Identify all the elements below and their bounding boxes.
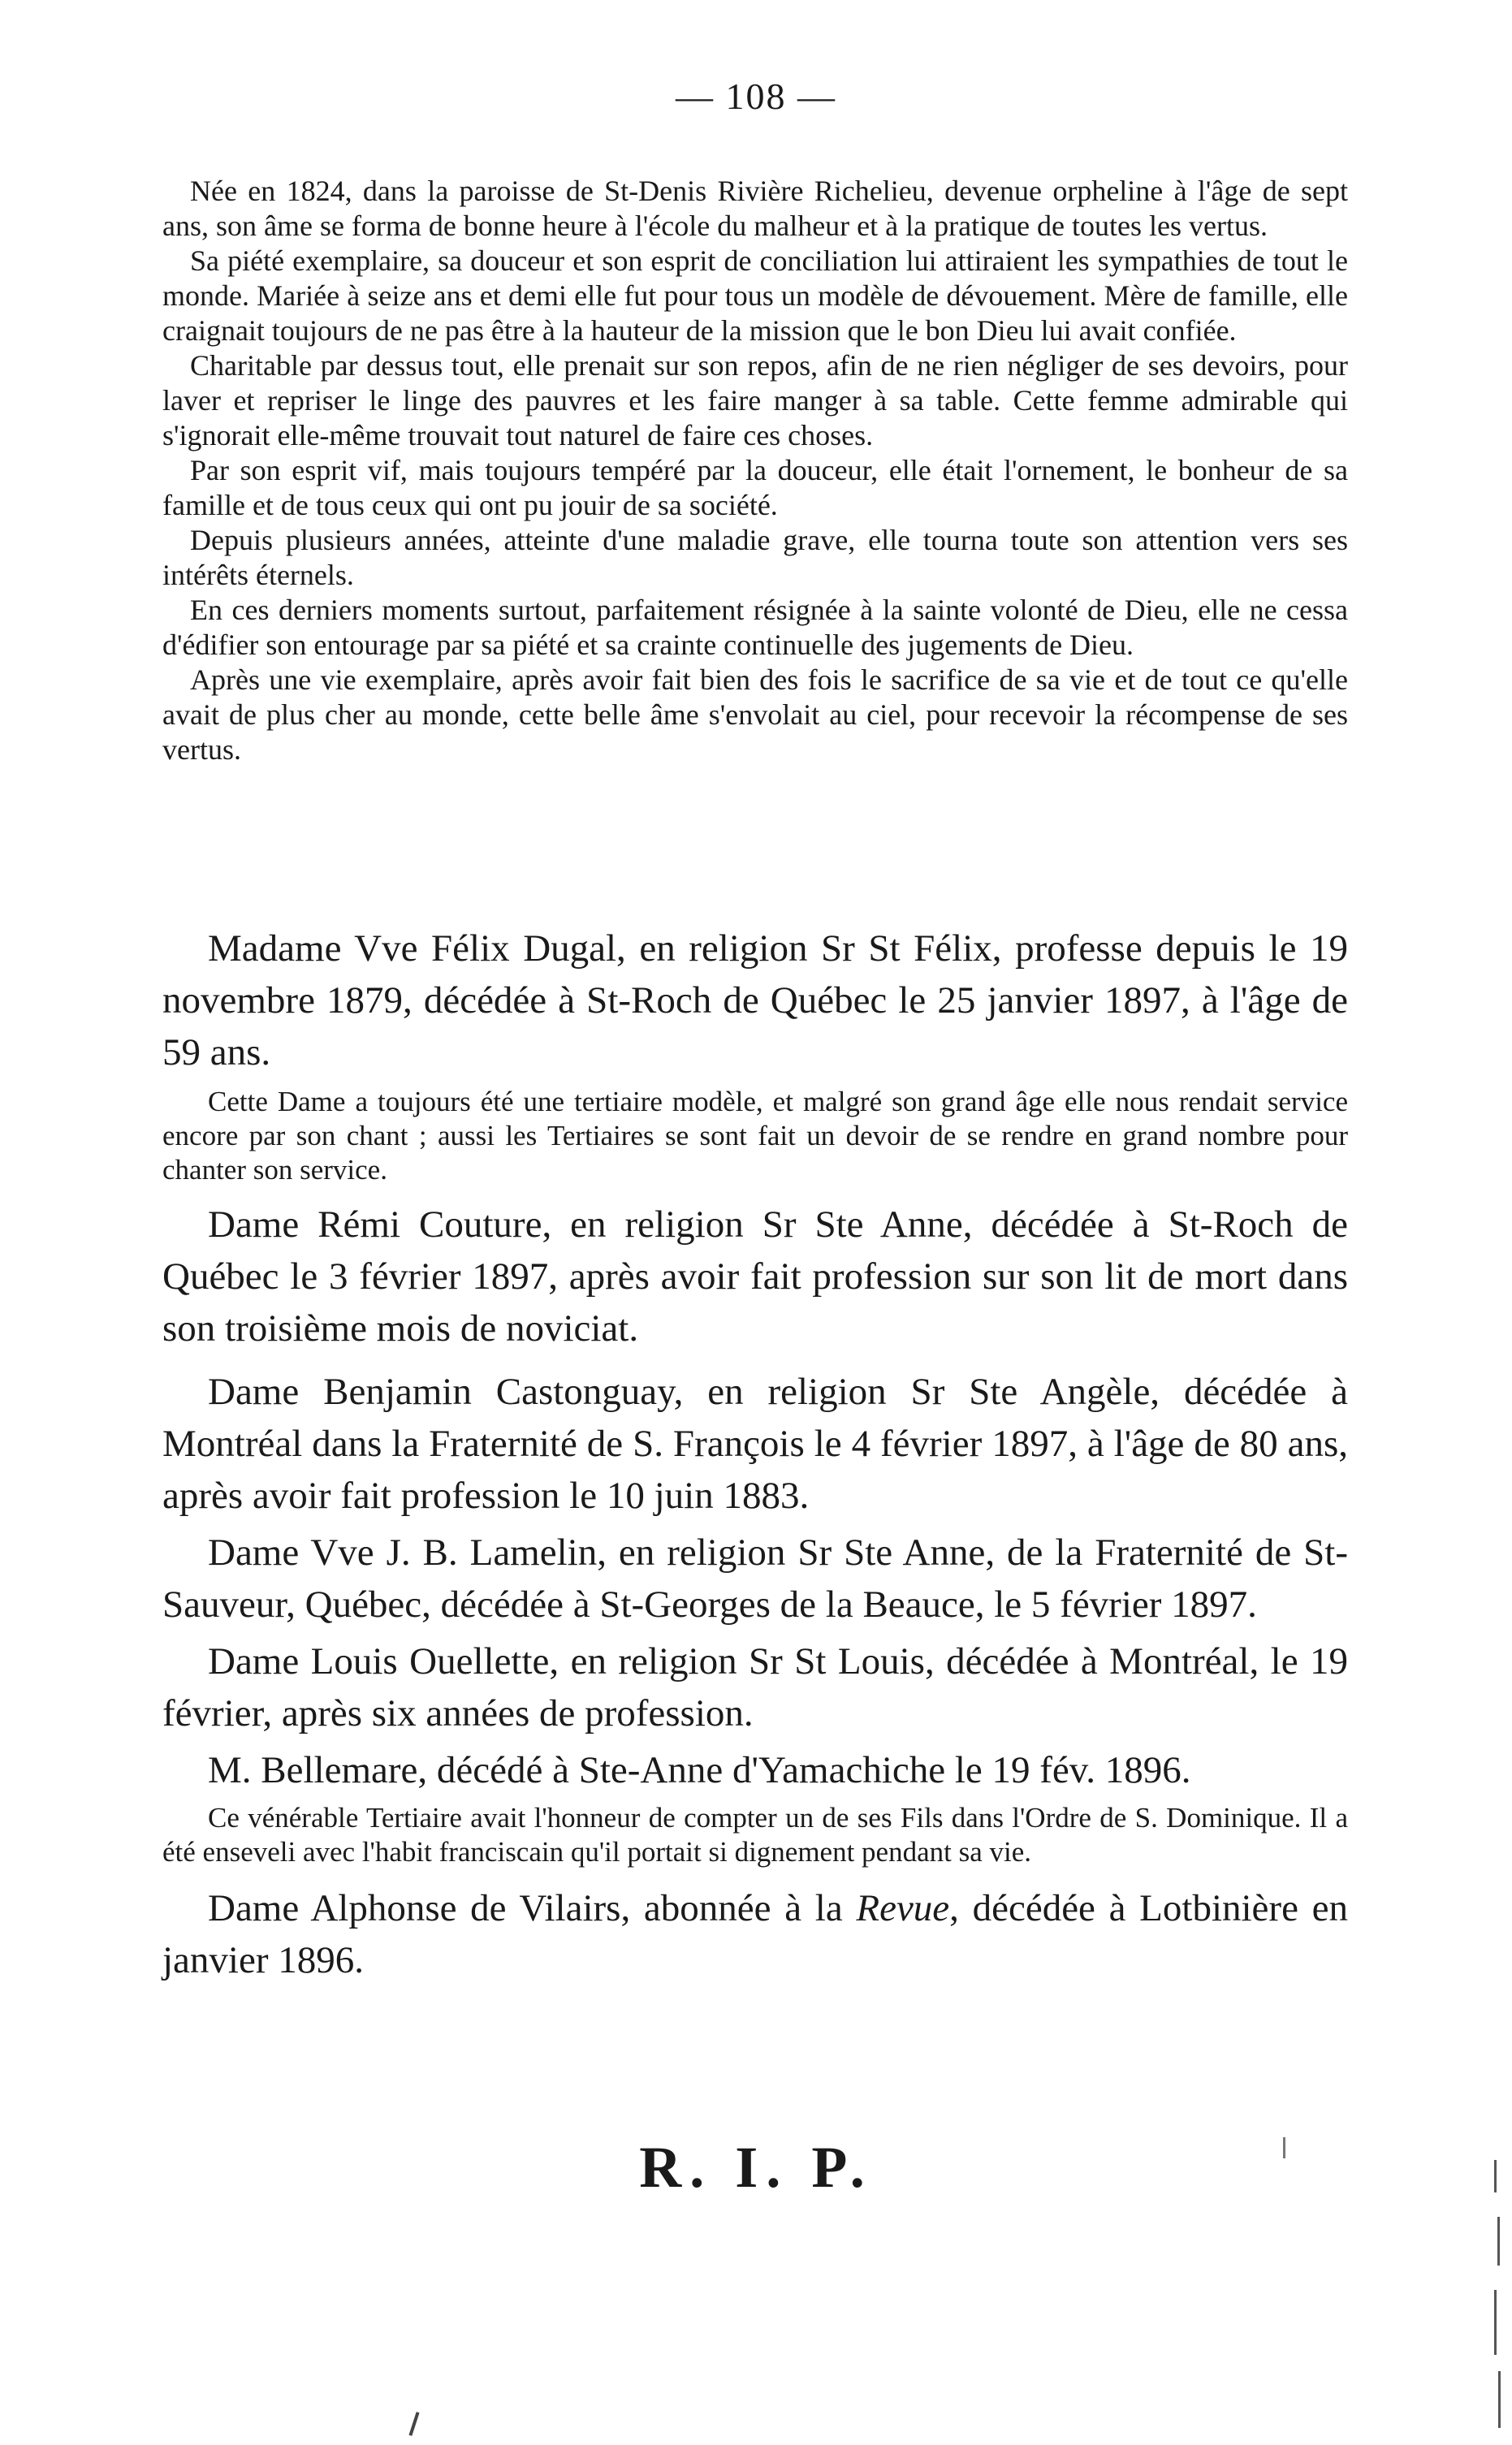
obituary-text: Dame Louis Ouellette, en religion Sr St Louis, décédée à Montréal, le 19 février, après six années de profession. (162, 1640, 1348, 1734)
intro-paragraph: En ces derniers moments surtout, parfaitement résignée à la sainte volonté de Dieu, elle ne cessa d'édifier son entourage par sa piété et sa crainte continuelle des jugements de Dieu. (162, 594, 1348, 661)
obituary-note: Cette Dame a toujours été une tertiaire modèle, et malgré son grand âge elle nous rendait service encore par son chant ; aussi les Tertiaires se sont fait un devoir de se rendre en grand nombre pour chanter son service. (162, 1086, 1348, 1186)
obituary-entry (162, 1527, 1348, 1631)
obituary-text: M. Bellemare, décédé à Ste-Anne d'Yamachiche le 19 fév. 1896. (208, 1749, 1191, 1791)
obituary-text-start: Dame Alphonse de Vilairs, abonnée à la (208, 1887, 857, 1929)
obituary-note: Ce vénérable Tertiaire avait l'honneur de compter un de ses Fils dans l'Ordre de S. Dominique. Il a été enseveli avec l'habit franciscain qu'il portait si dignement pendant sa vie. (162, 1802, 1348, 1868)
rip-letter: I. (735, 2135, 789, 2200)
obituary-entry (162, 1744, 1348, 1869)
obituary-text: Dame Rémi Couture, en religion Sr Ste Anne, décédée à St-Roch de Québec le 3 février 1897, après avoir fait profession sur son lit de mort dans son troisième mois de noviciat. (162, 1203, 1348, 1350)
margin-mark (1283, 2137, 1285, 2158)
intro-paragraph: Née en 1824, dans la paroisse de St-Denis Rivière Richelieu, devenue orpheline à l'âge de sept ans, son âme se forma de bonne heure à l'école du malheur et à la pratique de toutes les vertus. (162, 175, 1348, 242)
obituary-text: Madame Vve Félix Dugal, en religion Sr St Félix, professe depuis le 19 novembre 1879, décédée à St-Roch de Québec le 25 janvier 1897, à l'âge de 59 ans. (162, 927, 1348, 1073)
obituary-entry (162, 1199, 1348, 1354)
scan-edge-specks (1494, 2144, 1504, 2444)
obituary-entry (162, 922, 1348, 1187)
intro-text-block (162, 174, 1348, 767)
intro-paragraph: Charitable par dessus tout, elle prenait sur son repos, afin de ne rien négliger de ses devoirs, pour laver et repriser le linge des pauvres et les faire manger à sa table. Cette femme admirable qui s'ignorait elle-même trouvait tout naturel de faire ces choses. (162, 349, 1348, 451)
obituary-text: Dame Benjamin Castonguay, en religion Sr Ste Angèle, décédée à Montréal dans la Fraternité de S. François le 4 février 1897, à l'âge de 80 ans, après avoir fait profession le 10 juin 1883. (162, 1371, 1348, 1517)
stray-pen-mark (408, 2412, 419, 2436)
obituary-text-end: , décédée à Lotbinière en janvier 1896. (162, 1887, 1348, 1981)
obituary-text (162, 1882, 1348, 1986)
obituary-entry (162, 1366, 1348, 1522)
intro-paragraph: Par son esprit vif, mais toujours tempéré par la douceur, elle était l'ornement, le bonheur de sa famille et de tous ceux qui ont pu jouir de sa société. (162, 454, 1348, 521)
rip-letter: P. (811, 2135, 873, 2200)
intro-paragraph: Sa piété exemplaire, sa douceur et son esprit de conciliation lui attiraient les sympathies de tout le monde. Mariée à seize ans et demi elle fut pour tous un modèle de dévouement. Mère de famille, elle craignait toujours de ne pas être à la hauteur de la mission que le bon Dieu lui avait confiée. (162, 244, 1348, 347)
rip-letter: R. (639, 2135, 713, 2200)
obituary-entry (162, 1882, 1348, 1986)
revue-title: Revue (856, 1887, 950, 1929)
intro-paragraph: Depuis plusieurs années, atteinte d'une maladie grave, elle tourna toute son attention vers ses intérêts éternels. (162, 524, 1348, 591)
obituary-text: Dame Vve J. B. Lamelin, en religion Sr Ste Anne, de la Fraternité de St-Sauveur, Québec, décédée à St-Georges de la Beauce, le 5 février 1897. (162, 1531, 1348, 1626)
obituary-list (162, 922, 1348, 1986)
intro-paragraph: Après une vie exemplaire, après avoir fait bien des fois le sacrifice de sa vie et de tout ce qu'elle avait de plus cher au monde, cette belle âme s'envolait au ciel, pour recevoir la récompense de ses vertus. (162, 663, 1348, 766)
page-number: — 108 — (676, 76, 836, 117)
obituary-entry (162, 1635, 1348, 1739)
